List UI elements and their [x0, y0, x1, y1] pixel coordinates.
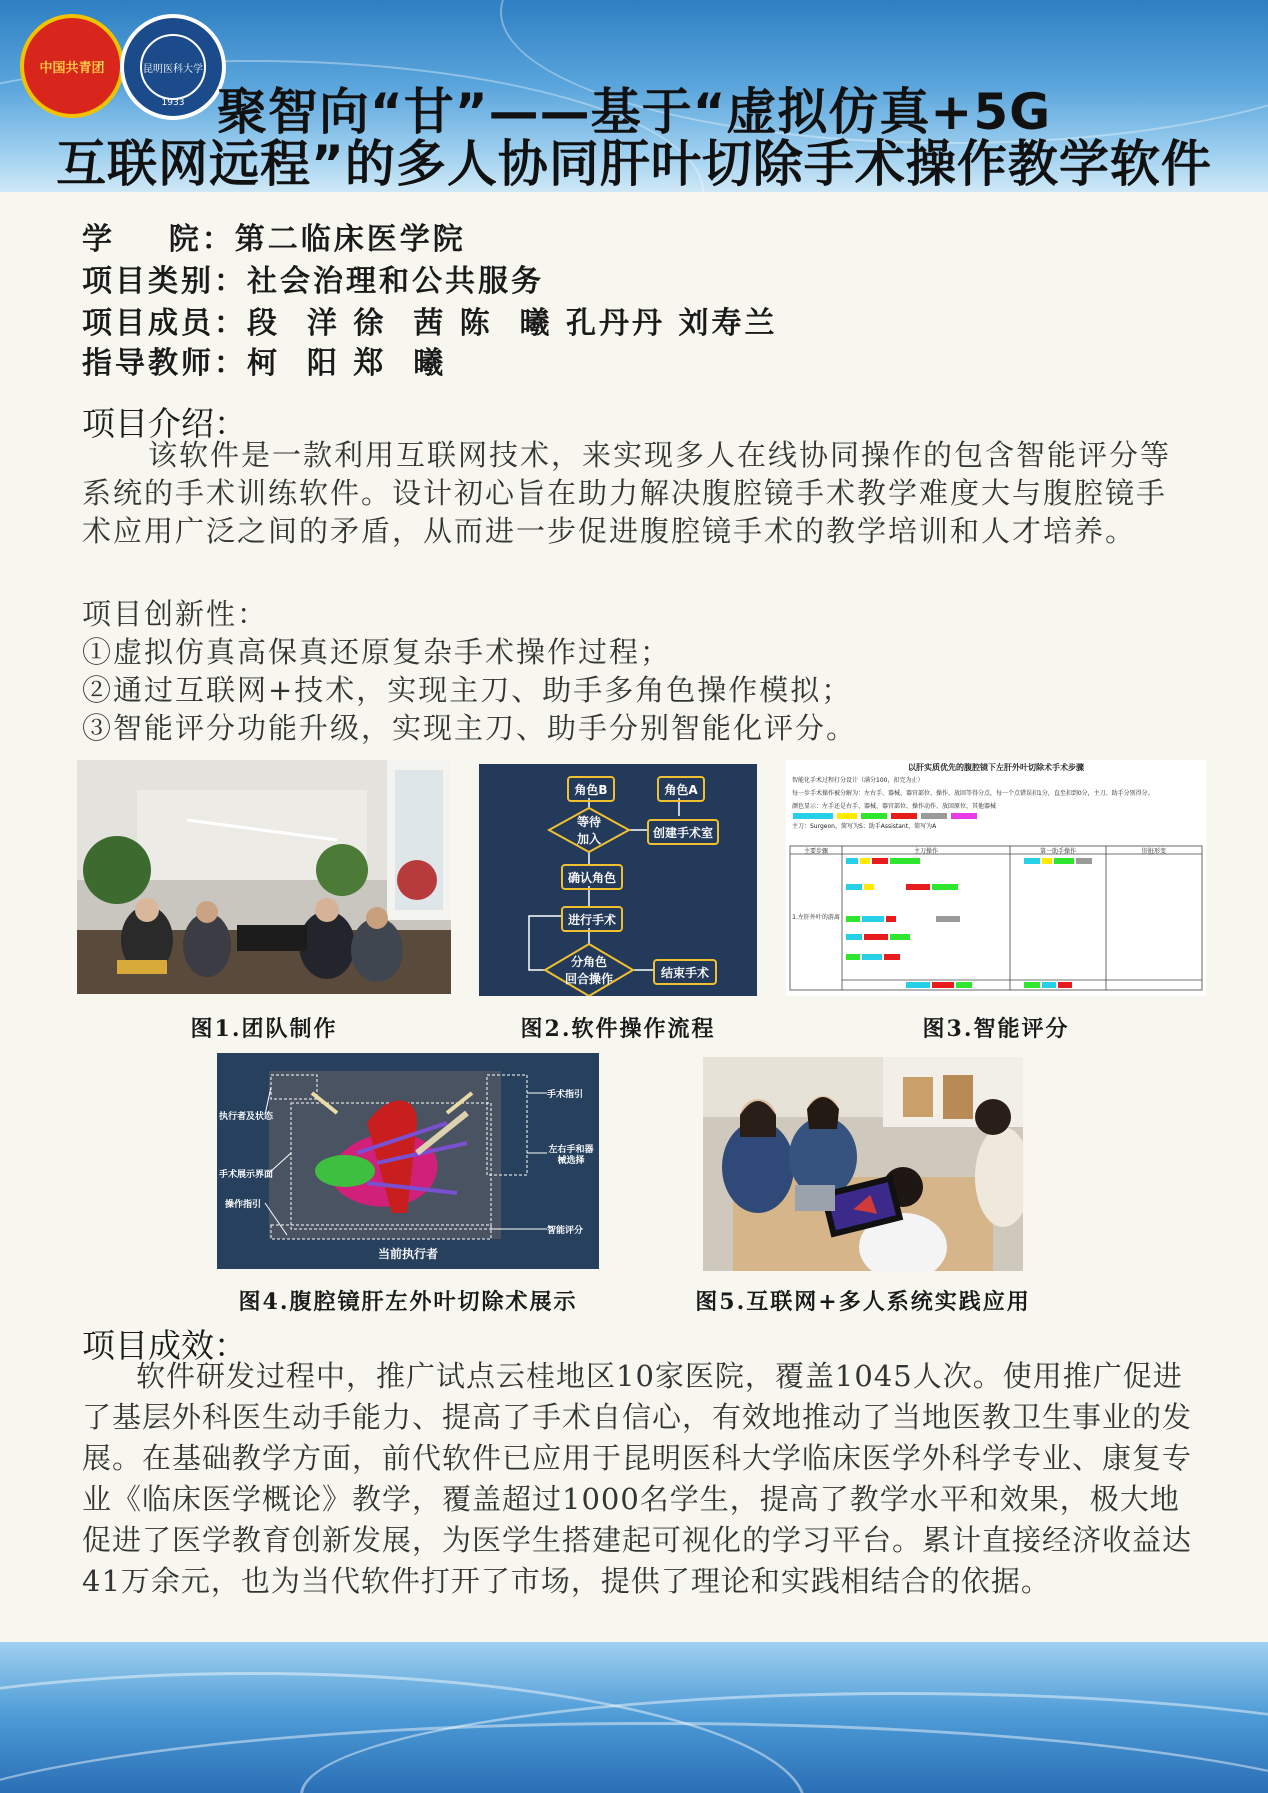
fig4-current-executor: 当前执行者 [377, 1247, 438, 1261]
legend-green [861, 813, 887, 819]
fig1-caption: 图1.团队制作 [190, 1016, 338, 1042]
scoring-col2: 主刀操作 [913, 848, 938, 855]
fig4-hand-tool-select: 左右手和器械选择 [548, 1145, 594, 1166]
fig4-smart-score: 智能评分 [547, 1226, 584, 1236]
intro-paragraph: 该软件是一款利用互联网技术，来实现多人在线协同操作的包含智能评分等系统的手术训练软件。设计初心旨在助力解决腹腔镜手术教学难度大与腹腔镜手术应用广泛之间的矛盾，从而进一步促进腹腔镜手术的教学培训和人才培养。 [82, 438, 1172, 548]
legend-yellow [837, 813, 857, 819]
laparoscopy-interface [217, 1053, 599, 1269]
info-advisors: 指导教师：柯 阳 郑 曦 [82, 346, 447, 381]
scoring-document [786, 760, 1206, 996]
title-line2: 互联网远程”的多人协同肝叶切除手术操作教学软件 [56, 135, 1212, 192]
fig5-caption: 图5.互联网+多人系统实践应用 [695, 1289, 1031, 1315]
flow-confirm-role: 确认角色 [561, 864, 623, 890]
logo2-year: 1933 [161, 98, 185, 108]
info-members: 项目成员：段 洋 徐 茜 陈 曦 孔丹丹 刘寿兰 [82, 306, 778, 341]
software-flowchart [479, 764, 757, 996]
scoring-color-legend [786, 812, 1206, 819]
flow-do-surgery: 进行手术 [561, 906, 623, 932]
logo1-text: 中国共青团 [39, 60, 105, 76]
fig4-surgery-display: 手术展示界面 [219, 1170, 274, 1180]
students-practice-photo [703, 1057, 1023, 1271]
header-banner [0, 0, 1268, 192]
logo2-text: 昆明医科大学 [140, 34, 206, 100]
flow-end-surgery: 结束手术 [653, 959, 717, 985]
fig2-caption: 图2.软件操作流程 [520, 1016, 716, 1042]
innovation-heading: 项目创新性： [82, 597, 269, 631]
innovation-item-3: ③智能评分功能升级，实现主刀、助手分别智能化评分。 [82, 711, 858, 745]
fig4-op-guide: 操作指引 [225, 1200, 262, 1210]
innovation-item-1: ①虚拟仿真高保真还原复杂手术操作过程； [82, 635, 672, 669]
fig4-surgery-guide: 手术指引 [547, 1090, 584, 1100]
scoring-col4: 肝脏形变 [1141, 848, 1166, 855]
team-photo [77, 760, 451, 994]
flow-role-a: 角色A [657, 776, 705, 802]
flow-wait-join: 等待 加入 [576, 815, 601, 846]
flow-role-b: 角色B [567, 776, 615, 802]
innovation-item-2: ②通过互联网+技术，实现主刀、助手多角色操作模拟； [82, 673, 853, 707]
title-line1: 聚智向“甘”——基于“虚拟仿真+5G [216, 83, 1052, 141]
scoring-col3: 第一助手操作 [1039, 848, 1076, 855]
info-category: 项目类别：社会治理和公共服务 [82, 264, 544, 299]
scoring-doc-line2: 每一步手术操作被分解为：左右手、器械、器官部位、操作、放回等得分点，每一个点错误扣1分，直至扣到0分，主刀、助手分别得分。 [792, 790, 1154, 797]
results-paragraph: 软件研发过程中，推广试点云桂地区10家医院，覆盖1045人次。使用推广促进了基层外科医生动手能力、提高了手术自信心，有效地推动了当地医教卫生事业的发展。在基础教学方面，前代软件已应用于昆明医科大学临床医学外科学专业、康复专业《临床医学概论》教学，覆盖超过1000名学生，提高了教学水平和效果，极大地促进了医学教育创新发展，为医学生搭建起可视化的学习平台。累计直接经济收益达41万余元，也为当代软件打开了市场，提供了理论和实践相结合的依据。 [82, 1359, 1193, 1598]
scoring-col1: 主要步骤 [803, 848, 828, 855]
fig4-caption: 图4.腹腔镜肝左外叶切除术展示 [238, 1289, 578, 1315]
scoring-doc-line1: 智能化手术过程打分设计（满分100，扣完为止） [792, 777, 924, 784]
fig4-executor-status: 执行者及状态 [219, 1112, 274, 1122]
scoring-row-label: 1.左肝外叶的游离 [792, 914, 840, 921]
scoring-doc-title: 以肝实质优先的腹腔镜下左肝外叶切除术手术步骤 [908, 763, 1084, 772]
info-college: 学 院：第二临床医学院 [82, 222, 466, 257]
results-heading: 项目成效： [82, 1326, 247, 1365]
flow-assign-role: 分角色 回合操作 [564, 955, 613, 986]
legend-magenta [951, 813, 977, 819]
fig3-caption: 图3.智能评分 [922, 1016, 1070, 1042]
legend-red [891, 813, 917, 819]
legend-cyan [793, 813, 833, 819]
legend-gray [921, 813, 947, 819]
intro-heading: 项目介绍： [82, 404, 247, 443]
scoring-doc-line4: 主刀：Surgeon，简写为S；助手Assistant，简写为A [792, 823, 937, 830]
scoring-doc-line3: 颜色显示：左手还是右手、器械、器官部位、操作动作、放回原位、其他器械 [792, 803, 997, 810]
footer-wave-banner [0, 1642, 1268, 1793]
flow-create-room: 创建手术室 [647, 819, 719, 845]
